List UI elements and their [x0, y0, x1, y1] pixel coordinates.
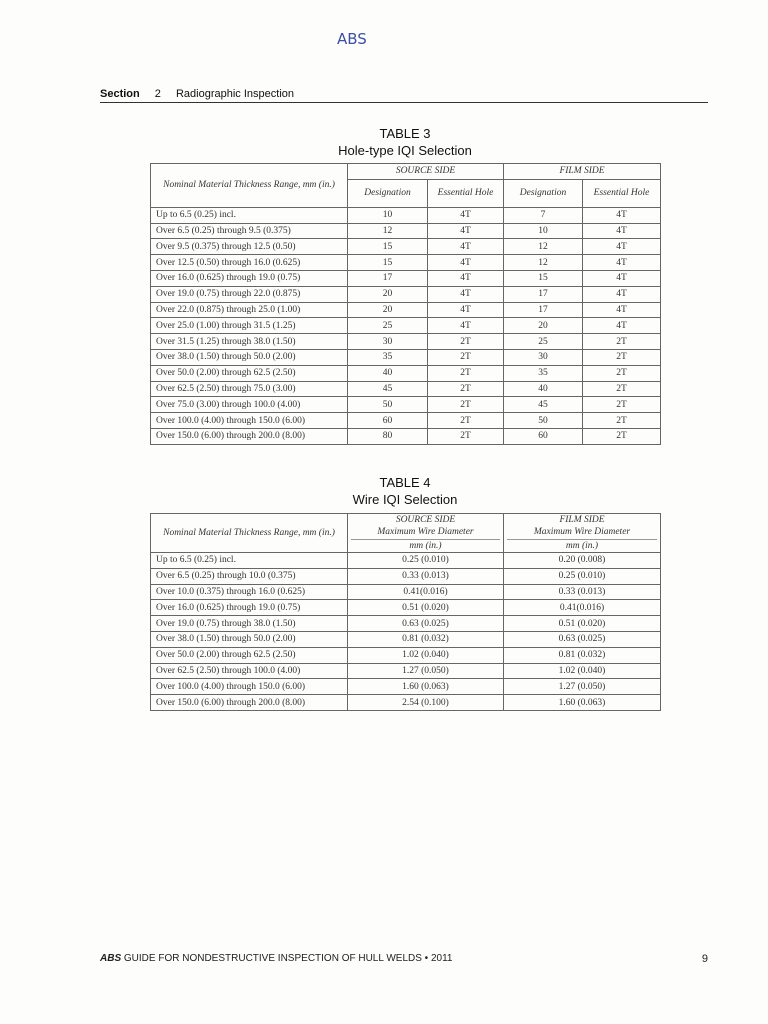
table3-range-cell: Over 12.5 (0.50) through 16.0 (0.625): [151, 255, 348, 271]
table3-range-cell: Over 6.5 (0.25) through 9.5 (0.375): [151, 223, 348, 239]
table3-film-designation-header: Designation: [504, 179, 583, 207]
table3-body: [151, 207, 661, 444]
table3-value-cell: 60: [504, 428, 583, 444]
table3-value-cell: 80: [348, 428, 428, 444]
table4-row: [151, 568, 661, 584]
table4-row: [151, 616, 661, 632]
table4-range-cell: Over 10.0 (0.375) through 16.0 (0.625): [151, 584, 348, 600]
table3-value-cell: 2T: [428, 334, 504, 350]
table3-value-cell: 4T: [583, 207, 661, 223]
table3-range-cell: Over 9.5 (0.375) through 12.5 (0.50): [151, 239, 348, 255]
table3-row: [151, 318, 661, 334]
table3-value-cell: 2T: [428, 365, 504, 381]
table4-title: Wire IQI Selection: [352, 492, 458, 507]
table3-range-header: Nominal Material Thickness Range, mm (in.): [151, 164, 348, 208]
table3-source-header: SOURCE SIDE: [348, 164, 504, 180]
table3-value-cell: 20: [504, 318, 583, 334]
table4-range-cell: Over 19.0 (0.75) through 38.0 (1.50): [151, 616, 348, 632]
table3-value-cell: 15: [504, 270, 583, 286]
table3-value-cell: 2T: [583, 334, 661, 350]
table3-range-cell: Over 19.0 (0.75) through 22.0 (0.875): [151, 286, 348, 302]
table3-range-cell: Over 62.5 (2.50) through 75.0 (3.00): [151, 381, 348, 397]
table4-row: [151, 647, 661, 663]
table3-value-cell: 4T: [583, 318, 661, 334]
table3-value-cell: 2T: [428, 381, 504, 397]
table3-value-cell: 25: [504, 334, 583, 350]
table3-caption: TABLE 3: [379, 126, 431, 141]
table3-hole-iqi: [150, 163, 661, 445]
page-number: 9: [701, 953, 708, 965]
table3-value-cell: 40: [348, 365, 428, 381]
table3-row: [151, 270, 661, 286]
table4-row: [151, 600, 661, 616]
table3-value-cell: 10: [504, 223, 583, 239]
table4-source-unit: mm (in.): [351, 539, 500, 552]
table4-range-cell: Over 50.0 (2.00) through 62.5 (2.50): [151, 647, 348, 663]
table4-value-cell: 0.20 (0.008): [504, 553, 661, 569]
table3-value-cell: 4T: [428, 286, 504, 302]
table3-row: [151, 397, 661, 413]
table3-caption-block: [150, 125, 660, 159]
table3-value-cell: 35: [348, 349, 428, 365]
table4-source-header: [348, 514, 504, 553]
footer-brand: ABS: [100, 953, 122, 964]
table3-row: [151, 255, 661, 271]
table4-row: [151, 679, 661, 695]
table3-value-cell: 2T: [583, 397, 661, 413]
table4-film-title: FILM SIDE: [559, 515, 605, 525]
table3-row: [151, 365, 661, 381]
section-label: Section: [100, 88, 140, 100]
table3-row: [151, 413, 661, 429]
table3-value-cell: 15: [348, 239, 428, 255]
table4-film-subtitle: Maximum Wire Diameter: [533, 527, 631, 537]
table3-range-cell: Over 100.0 (4.00) through 150.0 (6.00): [151, 413, 348, 429]
table4-value-cell: 1.60 (0.063): [504, 695, 661, 711]
table3-value-cell: 4T: [428, 302, 504, 318]
table3-value-cell: 2T: [583, 365, 661, 381]
table3-value-cell: 45: [348, 381, 428, 397]
table3-row: [151, 428, 661, 444]
table3-range-cell: Over 75.0 (3.00) through 100.0 (4.00): [151, 397, 348, 413]
table4-value-cell: 1.60 (0.063): [348, 679, 504, 695]
table3-value-cell: 4T: [583, 302, 661, 318]
table3-value-cell: 2T: [583, 413, 661, 429]
table4-value-cell: 0.51 (0.020): [348, 600, 504, 616]
page-footer: [100, 953, 708, 964]
table4-value-cell: 1.02 (0.040): [348, 647, 504, 663]
table4-range-cell: Up to 6.5 (0.25) incl.: [151, 553, 348, 569]
table4-row: [151, 663, 661, 679]
table3-title: Hole-type IQI Selection: [338, 143, 472, 158]
table4-range-cell: Over 6.5 (0.25) through 10.0 (0.375): [151, 568, 348, 584]
table4-range-cell: Over 100.0 (4.00) through 150.0 (6.00): [151, 679, 348, 695]
table3-film-essential-header: Essential Hole: [583, 179, 661, 207]
table3-row: [151, 207, 661, 223]
table3-range-cell: Over 16.0 (0.625) through 19.0 (0.75): [151, 270, 348, 286]
table4-range-cell: Over 38.0 (1.50) through 50.0 (2.00): [151, 631, 348, 647]
table4-value-cell: 0.33 (0.013): [348, 568, 504, 584]
table3-value-cell: 2T: [428, 397, 504, 413]
table3-value-cell: 30: [348, 334, 428, 350]
table4-value-cell: 0.63 (0.025): [348, 616, 504, 632]
table4-row: [151, 631, 661, 647]
table4-value-cell: 1.27 (0.050): [348, 663, 504, 679]
table3-value-cell: 4T: [428, 255, 504, 271]
table4-value-cell: 0.41(0.016): [348, 584, 504, 600]
table3-range-cell: Over 50.0 (2.00) through 62.5 (2.50): [151, 365, 348, 381]
section-number: 2: [154, 88, 161, 100]
table3-row: [151, 223, 661, 239]
table4-body: [151, 553, 661, 711]
table4-source-subtitle: Maximum Wire Diameter: [377, 527, 474, 537]
table3-value-cell: 2T: [583, 349, 661, 365]
table3-value-cell: 4T: [583, 270, 661, 286]
table3-value-cell: 4T: [428, 207, 504, 223]
table4-wire-iqi: [150, 513, 661, 711]
table3-value-cell: 4T: [428, 318, 504, 334]
table4-value-cell: 0.25 (0.010): [348, 553, 504, 569]
table4-caption-block: [150, 474, 660, 508]
table3-value-cell: 50: [348, 397, 428, 413]
table3-row: [151, 302, 661, 318]
table3-value-cell: 15: [348, 255, 428, 271]
table3-row: [151, 239, 661, 255]
table3-source-designation-header: Designation: [348, 179, 428, 207]
table4-value-cell: 1.27 (0.050): [504, 679, 661, 695]
section-title: Radiographic Inspection: [175, 88, 295, 100]
table3-source-essential-header: Essential Hole: [428, 179, 504, 207]
table3-value-cell: 4T: [428, 239, 504, 255]
table3-range-cell: Over 22.0 (0.875) through 25.0 (1.00): [151, 302, 348, 318]
table3-value-cell: 60: [348, 413, 428, 429]
table3-value-cell: 4T: [583, 223, 661, 239]
table3-value-cell: 45: [504, 397, 583, 413]
table3-value-cell: 2T: [583, 381, 661, 397]
table4-value-cell: 0.63 (0.025): [504, 631, 661, 647]
table3-value-cell: 4T: [583, 255, 661, 271]
table3-value-cell: 12: [348, 223, 428, 239]
table4-caption: TABLE 4: [379, 475, 431, 490]
table3-film-header: FILM SIDE: [504, 164, 661, 180]
table3-value-cell: 10: [348, 207, 428, 223]
table3-value-cell: 20: [348, 286, 428, 302]
table3-value-cell: 2T: [428, 349, 504, 365]
table3-value-cell: 20: [348, 302, 428, 318]
table3-row: [151, 349, 661, 365]
table4-value-cell: 2.54 (0.100): [348, 695, 504, 711]
table3-value-cell: 40: [504, 381, 583, 397]
table4-value-cell: 0.33 (0.013): [504, 584, 661, 600]
table3-value-cell: 12: [504, 239, 583, 255]
table3-range-cell: Over 25.0 (1.00) through 31.5 (1.25): [151, 318, 348, 334]
section-header: [100, 88, 708, 103]
table4-range-cell: Over 150.0 (6.00) through 200.0 (8.00): [151, 695, 348, 711]
table3-range-cell: Up to 6.5 (0.25) incl.: [151, 207, 348, 223]
table3-value-cell: 7: [504, 207, 583, 223]
table3-value-cell: 4T: [428, 270, 504, 286]
table4-value-cell: 0.41(0.016): [504, 600, 661, 616]
table3-range-cell: Over 31.5 (1.25) through 38.0 (1.50): [151, 334, 348, 350]
footer-text: GUIDE FOR NONDESTRUCTIVE INSPECTION OF HULL WELDS • 2011: [123, 953, 453, 964]
table4-source-title: SOURCE SIDE: [395, 515, 456, 525]
table3-row: [151, 334, 661, 350]
table4-value-cell: 0.81 (0.032): [348, 631, 504, 647]
table3-row: [151, 381, 661, 397]
table4-range-cell: Over 16.0 (0.625) through 19.0 (0.75): [151, 600, 348, 616]
table3-value-cell: 35: [504, 365, 583, 381]
table4-range-cell: Over 62.5 (2.50) through 100.0 (4.00): [151, 663, 348, 679]
table3-value-cell: 30: [504, 349, 583, 365]
table4-value-cell: 0.51 (0.020): [504, 616, 661, 632]
table3-range-cell: Over 38.0 (1.50) through 50.0 (2.00): [151, 349, 348, 365]
table3-value-cell: 50: [504, 413, 583, 429]
table3-value-cell: 2T: [428, 428, 504, 444]
table4-row: [151, 584, 661, 600]
table3-value-cell: 4T: [583, 286, 661, 302]
table3-range-cell: Over 150.0 (6.00) through 200.0 (8.00): [151, 428, 348, 444]
table3-value-cell: 25: [348, 318, 428, 334]
table3-value-cell: 17: [504, 286, 583, 302]
table3-value-cell: 12: [504, 255, 583, 271]
table4-row: [151, 553, 661, 569]
table4-film-unit: mm (in.): [507, 539, 657, 552]
table4-film-header: [504, 514, 661, 553]
table3-value-cell: 4T: [583, 239, 661, 255]
table3-value-cell: 17: [348, 270, 428, 286]
table3-value-cell: 2T: [428, 413, 504, 429]
table4-value-cell: 0.25 (0.010): [504, 568, 661, 584]
table4-range-header: Nominal Material Thickness Range, mm (in.): [151, 514, 348, 553]
table3-value-cell: 4T: [428, 223, 504, 239]
table4-value-cell: 1.02 (0.040): [504, 663, 661, 679]
table3-value-cell: 17: [504, 302, 583, 318]
handwritten-note: ABS: [337, 30, 367, 48]
table4-row: [151, 695, 661, 711]
table3-value-cell: 2T: [583, 428, 661, 444]
table3-row: [151, 286, 661, 302]
table4-value-cell: 0.81 (0.032): [504, 647, 661, 663]
